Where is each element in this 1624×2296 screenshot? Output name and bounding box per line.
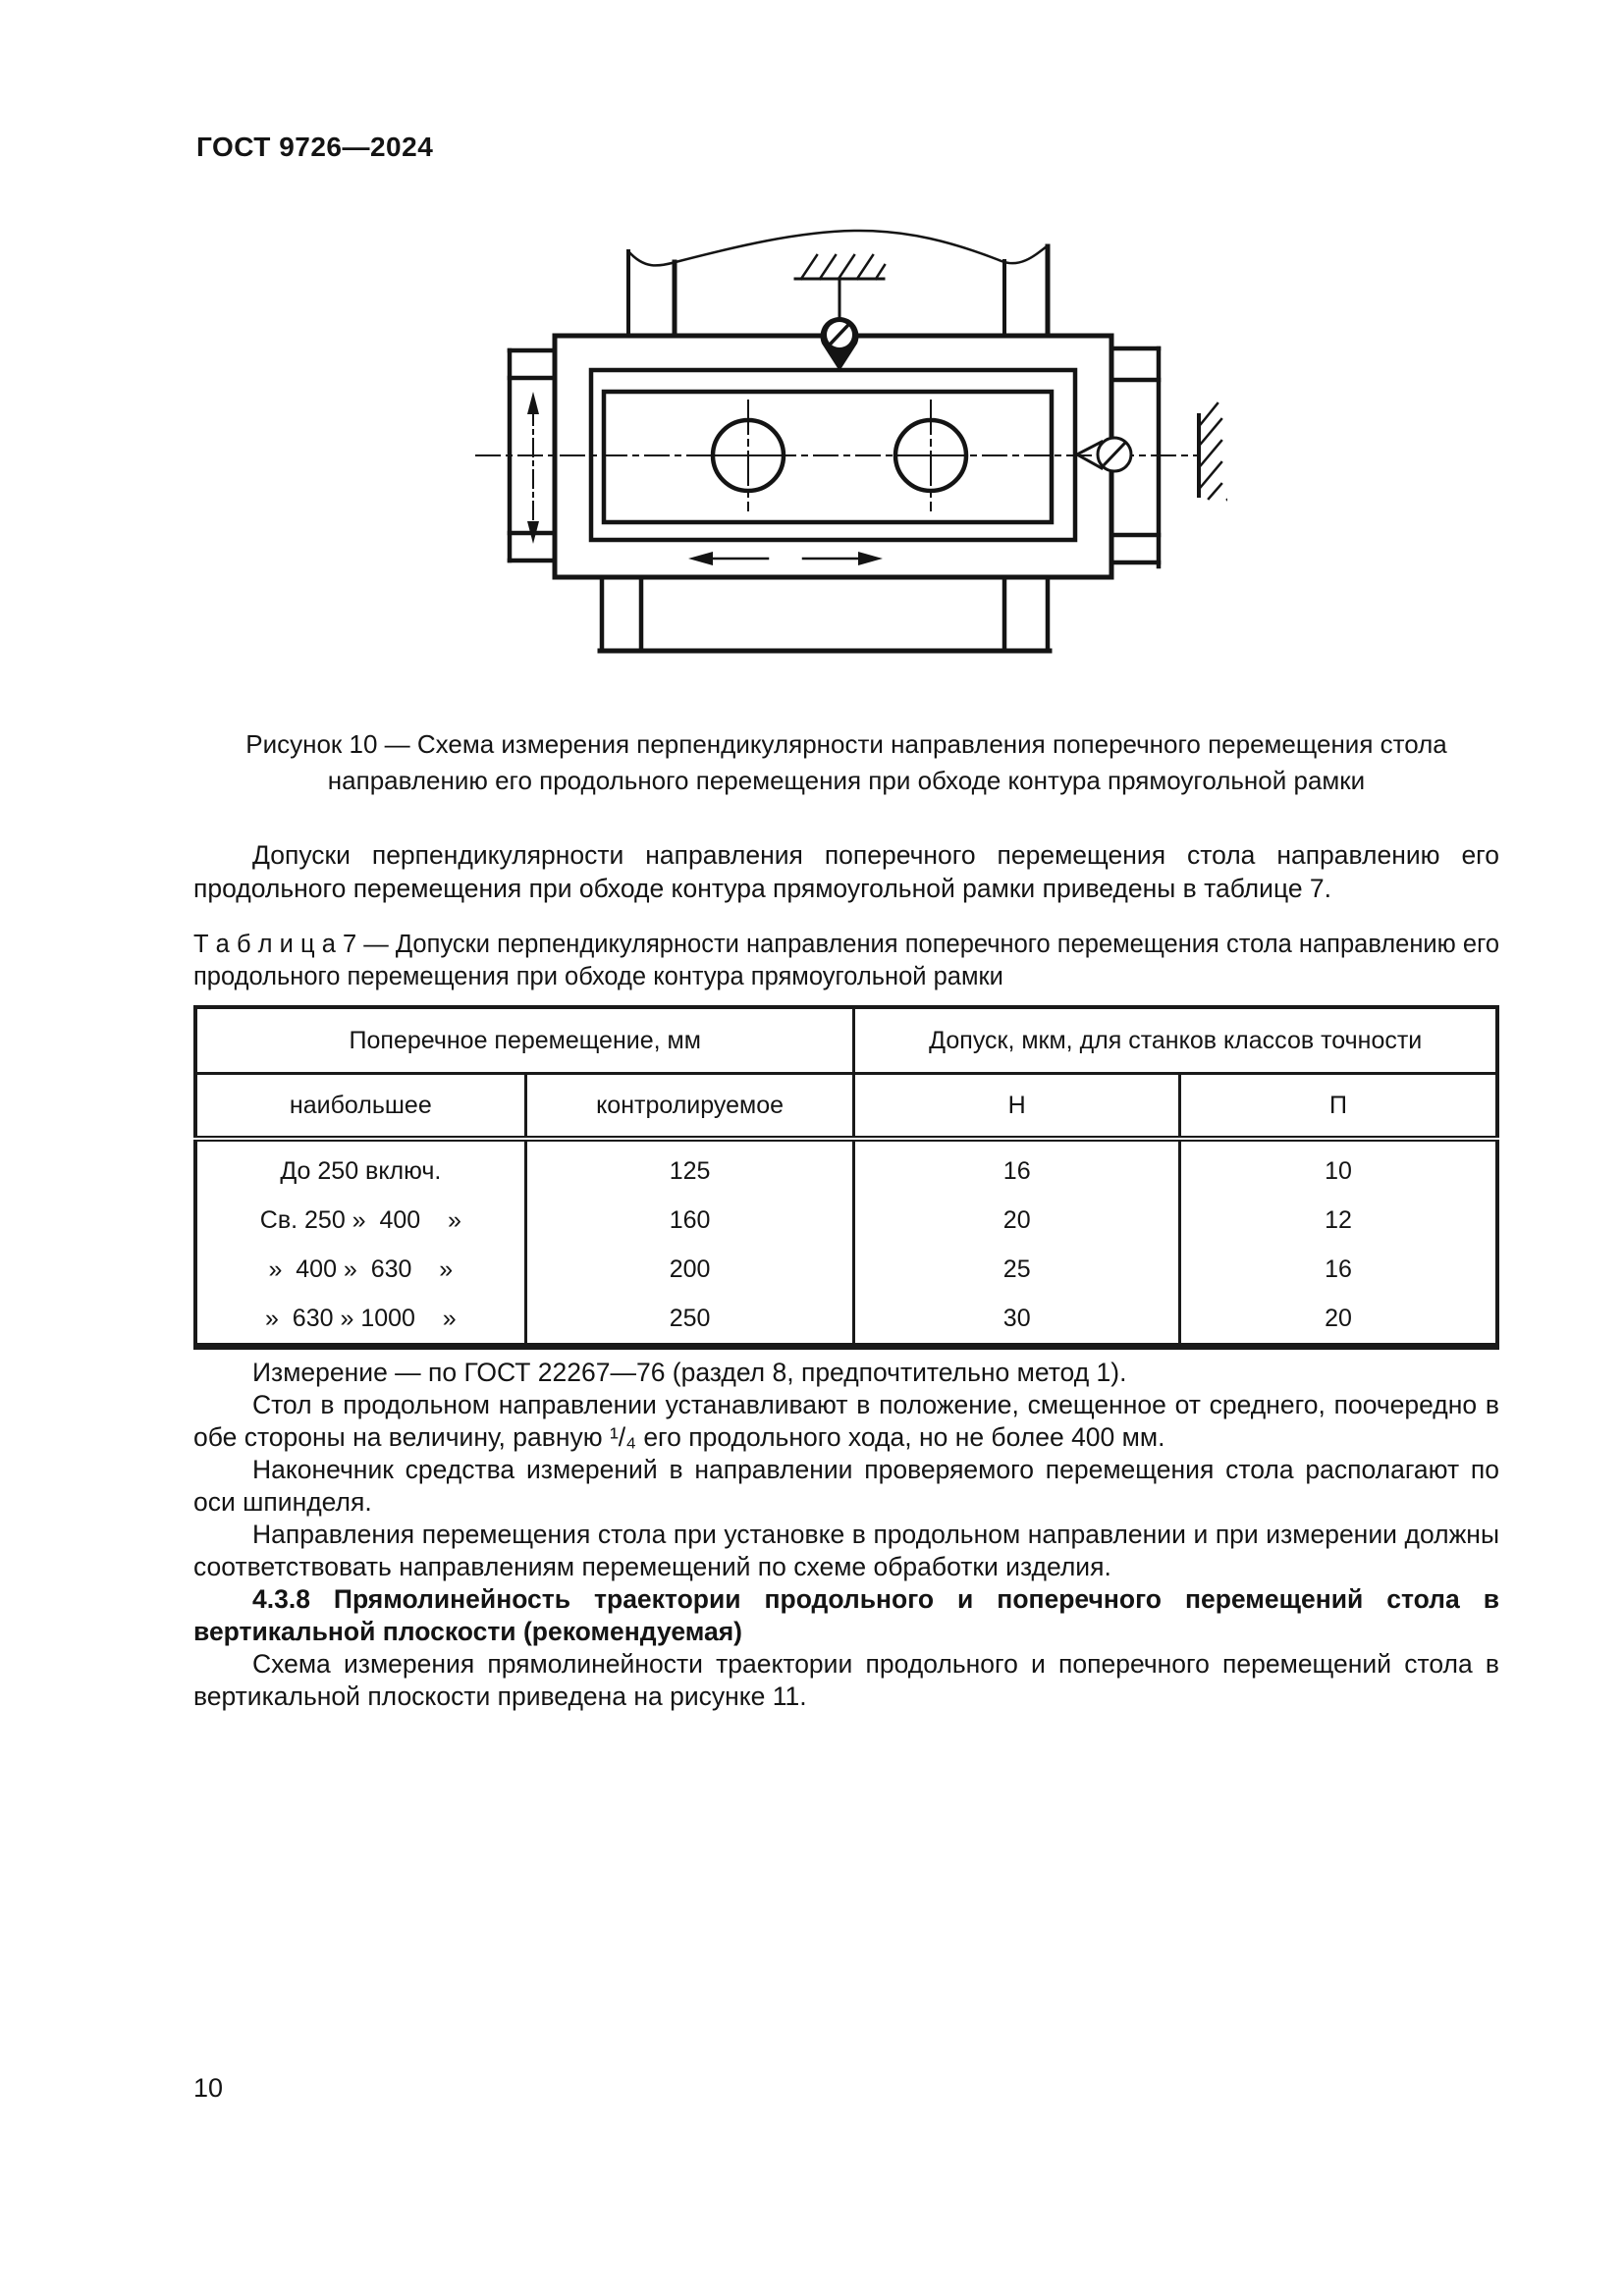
table-cell: 16 [854, 1139, 1180, 1196]
table-header-cell: Поперечное перемещение, мм [195, 1007, 854, 1074]
table-cell: 20 [1179, 1294, 1497, 1347]
tolerance-table [193, 1005, 1499, 1350]
frame-inner-rect [604, 392, 1052, 522]
table-row [195, 1294, 1497, 1347]
paragraph: Наконечник средства измерений в направлении проверяемого перемещения стола располагают по оси шпинделя. [193, 1455, 1499, 1517]
table-row [195, 1245, 1497, 1294]
page-header: ГОСТ 9726—2024 [196, 132, 434, 162]
section-heading-4-3-8: 4.3.8 Прямолинейность траектории продольного и поперечного перемещений стола в вертикальной плоскости (рекомендуемая) [193, 1584, 1499, 1646]
table-cell: 125 [525, 1139, 854, 1196]
body-text [193, 1357, 1499, 1713]
intro-paragraph: Допуски перпендикулярности направления поперечного перемещения стола направлению его продольного перемещения при обходе контура прямоугольной рамки приведены в таблице 7. [193, 840, 1499, 903]
table-cell: До 250 включ. [195, 1139, 525, 1196]
table-cell: 25 [854, 1245, 1180, 1294]
table-caption: Т а б л и ц а 7 — Допуски перпендикулярности направления поперечного перемещения стола направлению его продольного перемещения при обходе контура прямоугольной рамки [193, 931, 1499, 990]
table-cell: 160 [525, 1196, 854, 1245]
table-cell: » 630 » 1000 » [195, 1294, 525, 1347]
knee-legs [600, 577, 1050, 651]
table-cell: 250 [525, 1294, 854, 1347]
transverse-motion-arrow [527, 392, 539, 544]
table-header-cell: Допуск, мкм, для станков классов точности [854, 1007, 1497, 1074]
table-cell: Св. 250 » 400 » [195, 1196, 525, 1245]
table-cell: 12 [1179, 1196, 1497, 1245]
table-header-cell: П [1179, 1074, 1497, 1140]
table-header-cell: наибольшее [195, 1074, 525, 1140]
figure-diagram [471, 157, 1227, 667]
paragraph: Измерение — по ГОСТ 22267—76 (раздел 8, предпочтительно метод 1). [252, 1358, 1127, 1387]
table-cell: 30 [854, 1294, 1180, 1347]
table-row [195, 1139, 1497, 1196]
table-cell: 10 [1179, 1139, 1497, 1196]
figure-caption: Рисунок 10 — Схема измерения перпендикулярности направления поперечного перемещения стола направлению его продольного перемещения при обходе контура прямоугольной рамки [245, 729, 1447, 795]
fixed-mount-hatch [795, 255, 885, 318]
page-number: 10 [193, 2073, 224, 2103]
table-cell: 20 [854, 1196, 1180, 1245]
table-cell: 16 [1179, 1245, 1497, 1294]
table-row [195, 1196, 1497, 1245]
table-cell: 200 [525, 1245, 854, 1294]
paragraph: Направления перемещения стола при установке в продольном направлении и при измерении должны соответствовать направлениям перемещений по схеме обработки изделия. [193, 1520, 1499, 1581]
table-header-cell: Н [854, 1074, 1180, 1140]
table-header-cell: контролируемое [525, 1074, 854, 1140]
paragraph: Стол в продольном направлении устанавливают в положение, смещенное от среднего, поочередно в обе стороны на величину, равную ¹/₄ его продольного хода, но не более 400 мм. [193, 1390, 1499, 1452]
table-cell: » 400 » 630 » [195, 1245, 525, 1294]
paragraph: Схема измерения прямолинейности траектории продольного и поперечного перемещений стола в вертикальной плоскости приведена на рисунке 11. [193, 1649, 1499, 1711]
wall-hatch [1199, 403, 1227, 507]
